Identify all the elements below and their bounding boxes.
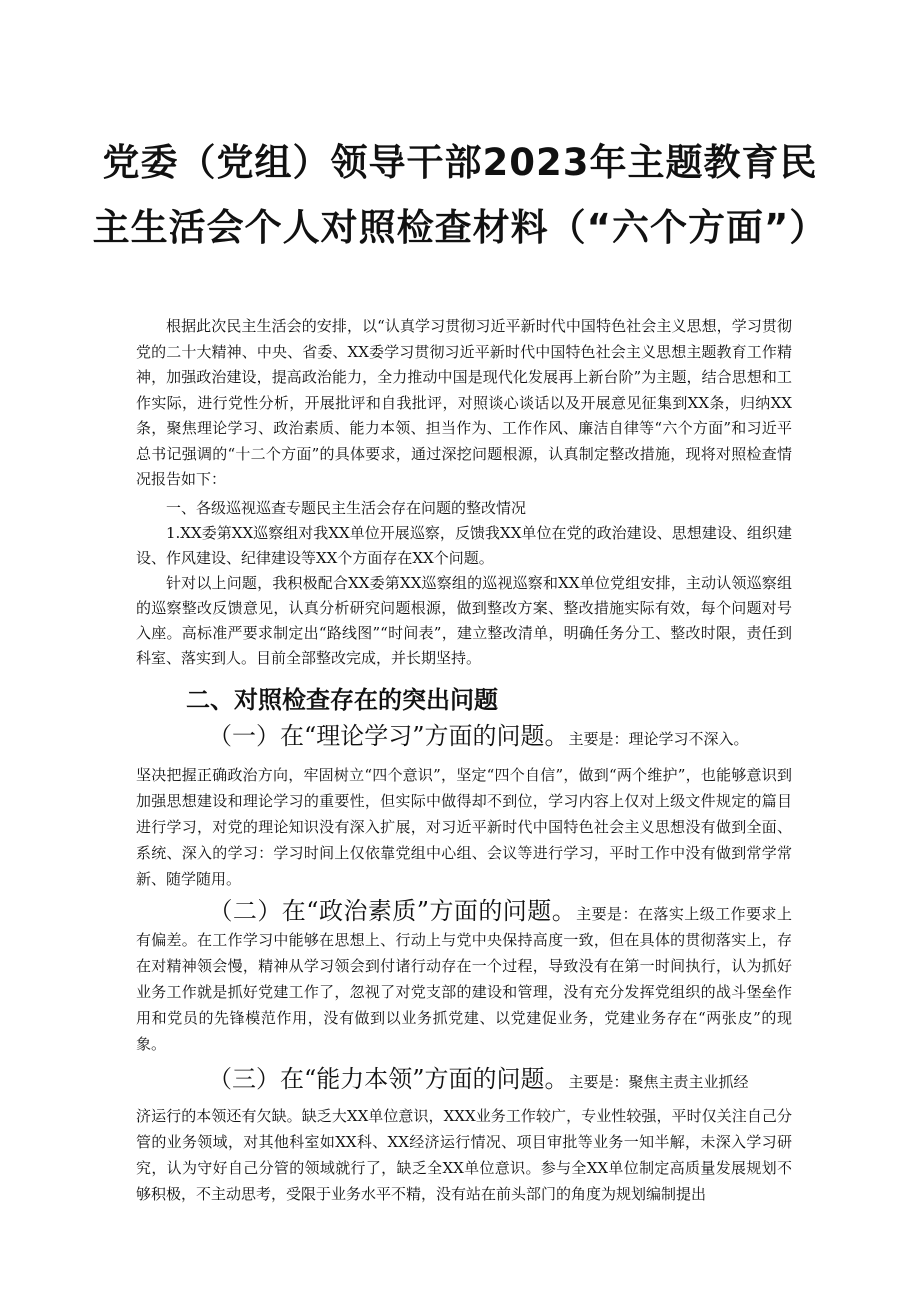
subsection-1-heading: （一）在“理论学习”方面的问题。 bbox=[208, 722, 569, 750]
subsection-3-block bbox=[136, 1066, 792, 1207]
section-1-paragraph-2: 针对以上问题，我积极配合XX委第XX巡察组的巡视巡察和XX单位党组安排，主动认领巡察组的巡察整改反馈意见，认真分析研究问题根源，做到整改方案、整改措施实际有效，每个问题对号入座。高标准严要求制定出“路线图”“时间表”，建立整改清单，明确任务分工、整改时限，责任到科室、落实到人。目前全部整改完成，并长期坚持。 bbox=[136, 574, 792, 667]
subsection-1-heading-line bbox=[136, 723, 792, 752]
section-2-heading: 二、对照检查存在的突出问题 bbox=[186, 686, 498, 714]
subsection-2-body: 主要是：在落实上级工作要求上有偏差。在工作学习中能够在思想上、行动上与党中央保持高度一致，但在具体的贯彻落实上，存在对精神领会慢，精神从学习领会到付诸行动存在一个过程，导致没有在第一时间执行，认为抓好业务工作就是抓好党建工作了，忽视了对党支部的建设和管理，没有充分发挥党组织的战斗堡垒作用和党员的先锋模范作用，没有做到以业务抓党建、以党建促业务，党建业务存在“两张皮”的现象。 bbox=[136, 905, 792, 1053]
document-title-line-2: 主生活会个人对照检查材料（“六个方面”） bbox=[92, 206, 828, 249]
subsection-2-heading: （二）在“政治素质”方面的问题。 bbox=[208, 897, 577, 925]
subsection-3-lead: 主要是：聚焦主责主业抓经 bbox=[568, 1073, 749, 1091]
section-1-item-1: 1.XX委第XX巡察组对我XX单位开展巡察，反馈我XX单位在党的政治建设、思想建设、组织建设、作风建设、纪律建设等XX个方面存在XX个问题。 bbox=[136, 524, 792, 567]
subsection-3-body: 济运行的本领还有欠缺。缺乏大XX单位意识，XXX业务工作较广，专业性较强，平时仅关注自己分管的业务领域，对其他科室如XX科、XX经济运行情况、项目审批等业务一知半解，未深入学习研究，认为守好自己分管的领域就行了，缺乏全XX单位意识。参与全XX单位制定高质量发展规划不够积极，不主动思考，受限于业务水平不精，没有站在前头部门的角度为规划编制提出 bbox=[136, 1107, 792, 1203]
subsection-1-block bbox=[136, 723, 792, 892]
subsection-1-lead: 主要是：理论学习不深入。 bbox=[568, 730, 749, 748]
intro-paragraph-block bbox=[136, 314, 792, 493]
subsection-3-heading: （三）在“能力本领”方面的问题。 bbox=[208, 1065, 569, 1093]
section-1-block bbox=[136, 496, 792, 671]
subsection-2-block bbox=[136, 898, 792, 1057]
subsection-3-heading-line bbox=[136, 1066, 792, 1095]
section-1-heading: 一、各级巡视巡查专题民主生活会存在问题的整改情况 bbox=[166, 499, 527, 517]
subsection-1-body: 坚决把握正确政治方向，牢固树立“四个意识”，坚定“四个自信”，做到“两个维护”，也能够意识到加强思想建设和理论学习的重要性，但实际中做得却不到位，学习内容上仅对上级文件规定的篇目进行学习，对党的理论知识没有深入扩展，对习近平新时代中国特色社会主义思想没有做到全面、系统、深入的学习：学习时间上仅依靠党组中心组、会议等进行学习，平时工作中没有做到常学常新、随学随用。 bbox=[136, 766, 792, 888]
intro-paragraph: 根据此次民主生活会的安排，以“认真学习贯彻习近平新时代中国特色社会主义思想，学习贯彻党的二十大精神、中央、省委、XX委学习贯彻习近平新时代中国特色社会主义思想主题教育工作精神，加强政治建设，提高政治能力，全力推动中国是现代化发展再上新台阶”为主题，结合思想和工作实际，进行党性分析，开展批评和自我批评，对照谈心谈话以及开展意见征集到XX条，归纳XX条，聚焦理论学习、政治素质、能力本领、担当作为、工作作风、廉洁自律等“六个方面”和习近平总书记强调的“十二个方面”的具体要求，通过深挖问题根源，认真制定整改措施，现将对照检查情况报告如下： bbox=[136, 317, 792, 488]
document-title-line-1: 党委（党组）领导干部2023年主题教育民 bbox=[102, 141, 818, 184]
